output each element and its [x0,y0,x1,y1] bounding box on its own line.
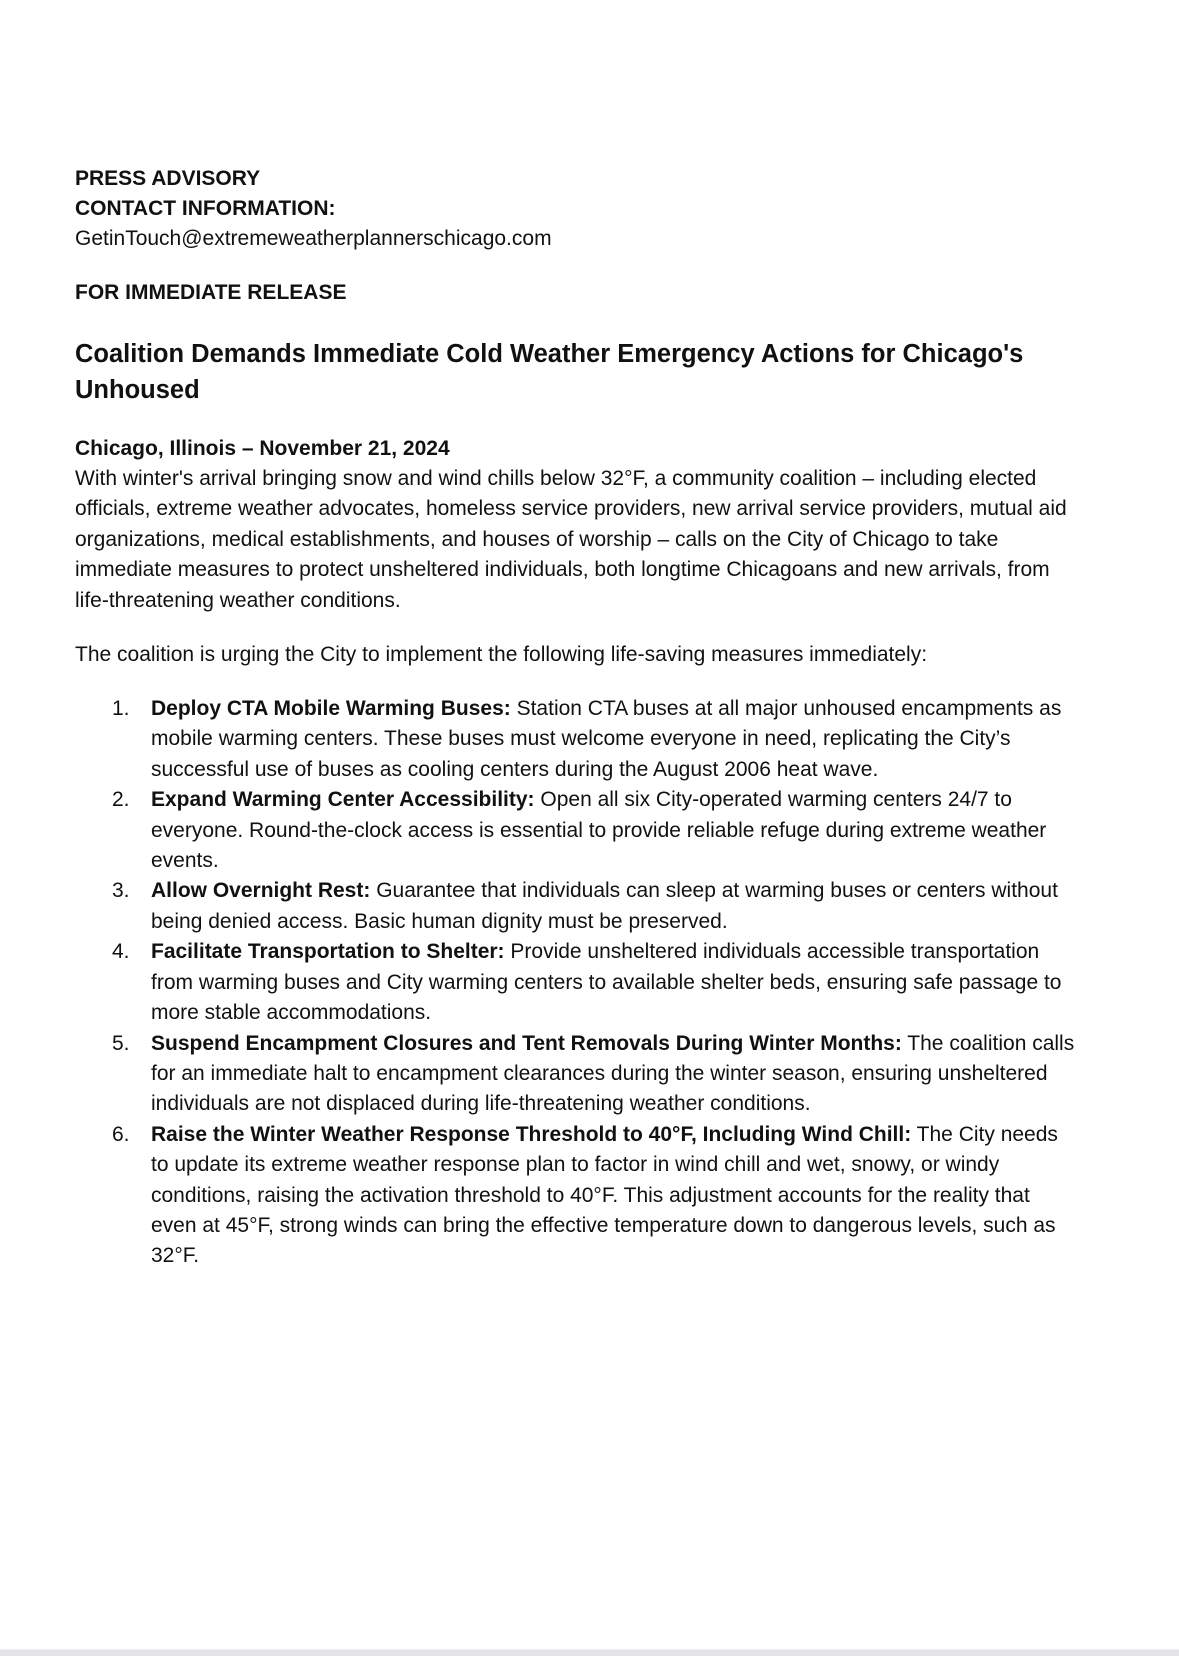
measure-title: Suspend Encampment Closures and Tent Removals During Winter Months: [151,1031,902,1055]
measures-intro: The coalition is urging the City to implement the following life-saving measures immediately: [75,643,928,667]
headline: Coalition Demands Immediate Cold Weather Emergency Actions for Chicago's Unhoused [75,340,1024,404]
release-label: FOR IMMEDIATE RELEASE [75,281,347,304]
list-number: 1. [112,697,130,721]
list-number: 6. [112,1122,130,1146]
list-number: 4. [112,940,130,964]
measure-title: Raise the Winter Weather Response Threshold to 40°F, Including Wind Chill: [151,1122,912,1146]
measures-list [75,694,1075,1272]
press-release-page [75,164,1075,1272]
measure-title: Facilitate Transportation to Shelter: [151,940,505,964]
list-item [75,937,1075,1028]
page-bottom-edge [0,1649,1179,1656]
measure-title: Expand Warming Center Accessibility: [151,788,535,812]
list-item [75,1120,1075,1272]
press-advisory-label: PRESS ADVISORY [75,167,261,190]
measure-text: Guarantee that individuals can sleep at warming buses or centers without being denied access. Basic human dignity must be preserved. [151,879,1058,933]
list-item [75,785,1075,876]
measure-text: Open all six City-operated warming centers 24/7 to everyone. Round-the-clock access is essential to provide reliable refuge during extreme weather events. [151,788,1047,873]
measure-title: Allow Overnight Rest: [151,879,371,903]
measure-text: Provide unsheltered individuals accessible transportation from warming buses and City warming centers to available shelter beds, ensuring safe passage to more stable accommodations. [151,940,1062,1025]
measure-text: The coalition calls for an immediate halt to encampment clearances during the winter season, ensuring unsheltered individuals are not displaced during life-threatening weather conditions. [151,1031,1075,1116]
dateline: Chicago, Illinois – November 21, 2024 [75,437,450,460]
list-number: 2. [112,788,130,812]
contact-email[interactable]: GetinTouch@extremeweatherplannerschicago.com [75,227,552,250]
measure-text: Station CTA buses at all major unhoused encampments as mobile warming centers. These buses must welcome everyone in need, replicating the City’s successful use of buses as cooling centers during the August 2006 heat wave. [151,697,1062,781]
measure-text: The City needs to update its extreme weather response plan to factor in wind chill and wet, snowy, or windy conditions, raising the activation threshold to 40°F. This adjustment accounts for the reality that even at 45°F, strong winds can bring the effective temperature down to dangerous levels, such as 32°F. [151,1122,1058,1268]
list-number: 5. [112,1031,130,1055]
measure-title: Deploy CTA Mobile Warming Buses: [151,697,511,721]
lead-paragraph: With winter's arrival bringing snow and wind chills below 32°F, a community coalition – including elected officials, extreme weather advocates, homeless service providers, new arrival service providers, mutual aid organizations, medical establishments, and houses of worship – calls on the City of Chicago to take immediate measures to protect unsheltered individuals, both longtime Chicagoans and new arrivals, from life-threatening weather conditions. [75,467,1067,612]
list-item [75,694,1075,785]
list-item [75,876,1075,937]
list-number: 3. [112,879,130,903]
list-item [75,1029,1075,1120]
contact-information-label: CONTACT INFORMATION: [75,197,336,220]
